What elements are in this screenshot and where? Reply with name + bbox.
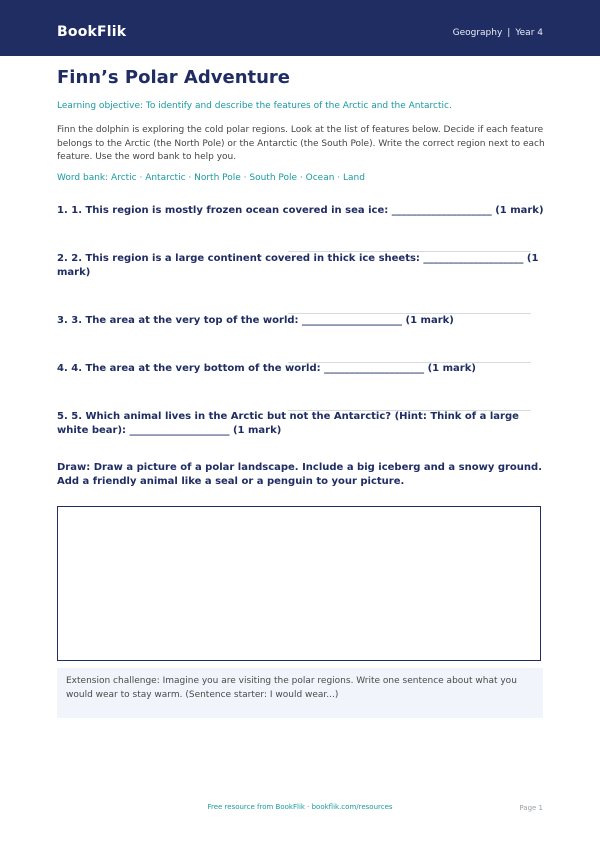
subject-label: Geography [452, 28, 503, 38]
word-bank: Word bank: Arctic · Antarctic · North Pole · South Pole · Ocean · Land [57, 173, 365, 183]
question-4: 4. 4. The area at the very bottom of the world: ____________________ (1 mark) [57, 363, 476, 374]
draw-prompt: Draw: Draw a picture of a polar landscape. Include a big iceberg and a snowy ground. Add a friendly animal like a seal or a penguin to your picture. [57, 462, 542, 487]
page-number: Page 1 [519, 804, 543, 812]
brand-logo: BookFlik [57, 24, 127, 40]
extension-challenge: Extension challenge: Imagine you are visiting the polar regions. Write one sentence about what you would wear to stay warm. (Sentence starter: I would wear...) [57, 668, 543, 718]
header-meta [453, 26, 543, 40]
learning-objective: Learning objective: To identify and describe the features of the Arctic and the Antarctic. [57, 101, 452, 111]
year-label: Year 4 [515, 28, 543, 38]
question-2: 2. 2. This region is a large continent covered in thick ice sheets: ____________________ (1 mark) [57, 253, 539, 278]
question-3: 3. 3. The area at the very top of the world: ____________________ (1 mark) [57, 315, 454, 326]
drawing-area[interactable] [57, 506, 541, 661]
worksheet-title: Finn’s Polar Adventure [57, 67, 291, 88]
page-header [0, 0, 600, 56]
question-1: 1. 1. This region is mostly frozen ocean covered in sea ice: ____________________ (1 mark) [57, 205, 544, 216]
instructions: Finn the dolphin is exploring the cold polar regions. Look at the list of features below. Decide if each feature belongs to the Arctic (the North Pole) or the Antarctic (the South Pole). Write the correct region next to each feature. Use the word bank to help you. [57, 125, 545, 162]
footer-text: Free resource from BookFlik · bookflik.com/resources [207, 803, 393, 811]
meta-separator: | [507, 28, 511, 38]
question-5: 5. 5. Which animal lives in the Arctic but not the Antarctic? (Hint: Think of a large white bear): ____________________ (1 mark) [57, 411, 519, 436]
